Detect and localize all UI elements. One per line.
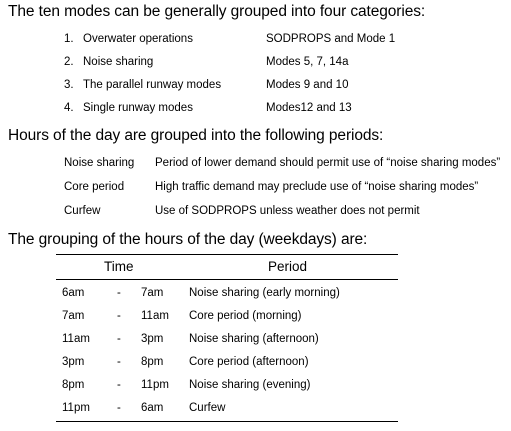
time-to: 6am <box>141 402 164 414</box>
period-name: Curfew <box>64 205 101 217</box>
time-separator: - <box>117 402 121 414</box>
period-name: Noise sharing <box>64 157 135 169</box>
category-modes: Modes 5, 7, 14a <box>266 56 349 68</box>
time-from: 6am <box>62 287 85 299</box>
period-description: Period of lower demand should permit use of “noise sharing modes” <box>155 157 501 169</box>
table-header-rule <box>56 279 398 280</box>
period-label: Curfew <box>189 402 226 414</box>
time-from: 11pm <box>62 402 90 414</box>
time-to: 8pm <box>141 356 164 368</box>
time-separator: - <box>117 379 121 391</box>
period-column-header: Period <box>268 259 308 274</box>
table-top-rule <box>56 254 398 255</box>
category-number: 2. <box>64 56 74 68</box>
period-label: Noise sharing (early morning) <box>189 287 340 299</box>
period-description: High traffic demand may preclude use of “noise sharing modes” <box>155 181 479 193</box>
category-name: Single runway modes <box>83 102 193 114</box>
category-name: Noise sharing <box>83 56 154 68</box>
schedule-heading: The grouping of the hours of the day (weekdays) are: <box>8 231 368 248</box>
time-from: 3pm <box>62 356 85 368</box>
category-number: 3. <box>64 79 74 91</box>
category-modes: Modes 9 and 10 <box>266 79 349 91</box>
period-label: Noise sharing (afternoon) <box>189 333 319 345</box>
category-number: 1. <box>64 33 74 45</box>
period-name: Core period <box>64 181 125 193</box>
period-label: Noise sharing (evening) <box>189 379 311 391</box>
categories-heading: The ten modes can be generally grouped into four categories: <box>8 3 426 20</box>
category-name: Overwater operations <box>83 33 193 45</box>
time-to: 7am <box>141 287 164 299</box>
time-to: 11pm <box>141 379 169 391</box>
time-from: 11am <box>62 333 90 345</box>
period-label: Core period (afternoon) <box>189 356 309 368</box>
table-bottom-rule <box>56 421 398 422</box>
category-number: 4. <box>64 102 74 114</box>
category-name: The parallel runway modes <box>83 79 222 91</box>
periods-heading: Hours of the day are grouped into the following periods: <box>8 127 384 144</box>
time-to: 11am <box>141 310 169 322</box>
time-separator: - <box>117 356 121 368</box>
period-description: Use of SODPROPS unless weather does not permit <box>155 205 420 217</box>
time-column-header: Time <box>104 259 134 274</box>
time-from: 7am <box>62 310 85 322</box>
time-separator: - <box>117 310 121 322</box>
time-from: 8pm <box>62 379 85 391</box>
time-separator: - <box>117 287 121 299</box>
category-modes: Modes12 and 13 <box>266 102 352 114</box>
time-to: 3pm <box>141 333 164 345</box>
category-modes: SODPROPS and Mode 1 <box>266 33 396 45</box>
period-label: Core period (morning) <box>189 310 302 322</box>
time-separator: - <box>117 333 121 345</box>
